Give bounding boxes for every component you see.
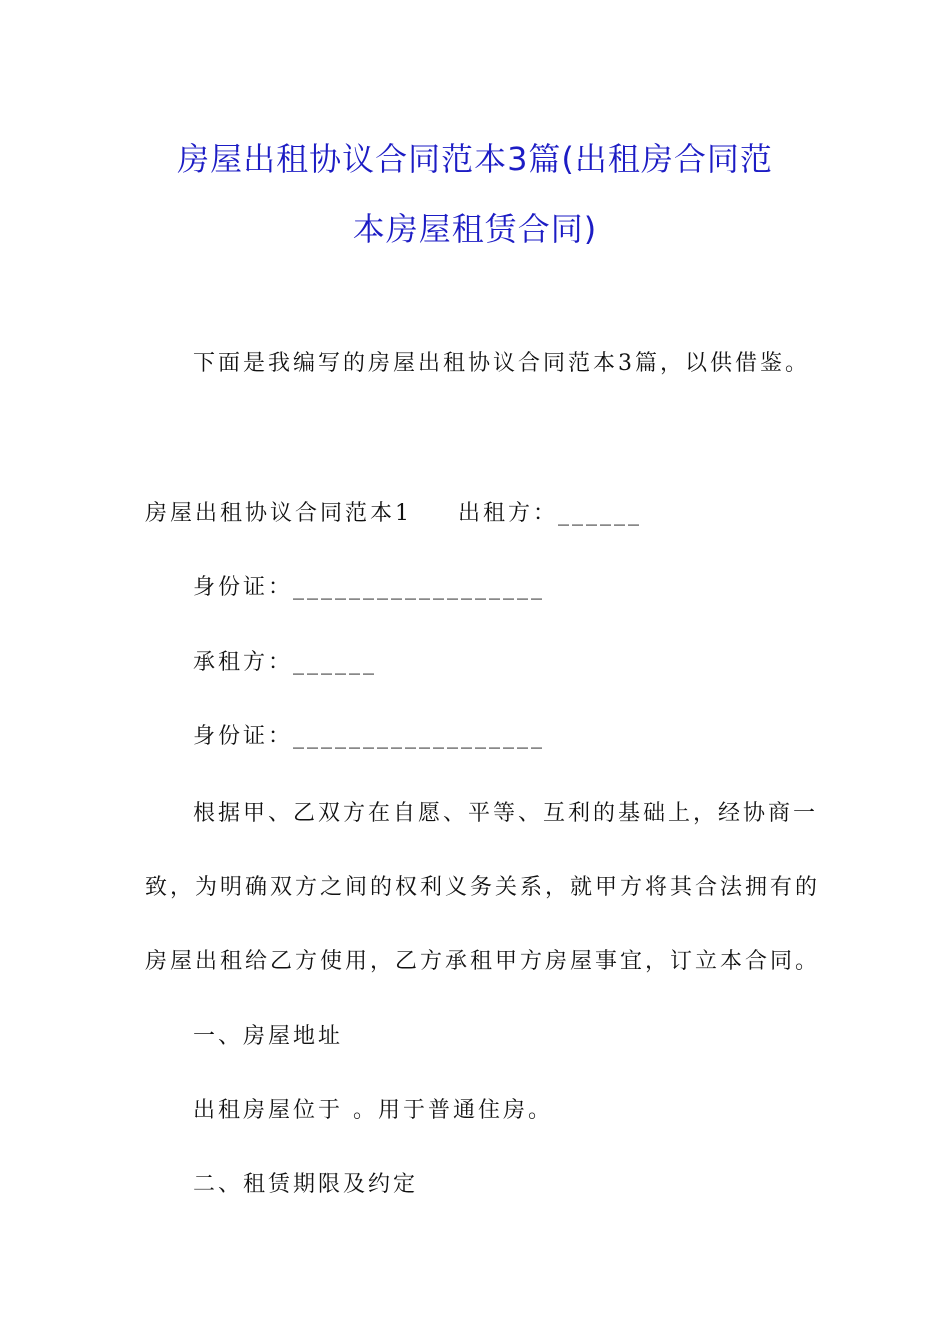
contract-header-line	[145, 496, 642, 527]
body-line-3: 房屋出租给乙方使用，乙方承租甲方房屋事宜，订立本合同。	[145, 949, 821, 974]
section-heading: 房屋出租协议合同范本1	[145, 501, 412, 526]
lessee-field: 承租方：______	[193, 650, 378, 675]
body-line-2: 致，为明确双方之间的权利义务关系，就甲方将其合法拥有的	[145, 875, 821, 900]
clause1-heading: 一、房屋地址	[193, 1024, 344, 1049]
body-line-1: 根据甲、乙双方在自愿、平等、互利的基础上，经协商一	[193, 801, 819, 826]
intro-paragraph: 下面是我编写的房屋出租协议合同范本3篇，以供借鉴。	[193, 351, 810, 376]
document-title-line2: 本房屋租赁合同)	[352, 210, 598, 248]
clause1-text: 出租房屋位于 。用于普通住房。	[193, 1098, 553, 1123]
clause2-heading: 二、租赁期限及约定	[193, 1172, 419, 1197]
lessee-id-field: 身份证：__________________	[193, 724, 546, 749]
lessor-field: 出租方：______	[458, 501, 643, 526]
lessor-id-field: 身份证：__________________	[193, 575, 546, 600]
document-title-line1: 房屋出租协议合同范本3篇(出租房合同范	[177, 140, 773, 178]
